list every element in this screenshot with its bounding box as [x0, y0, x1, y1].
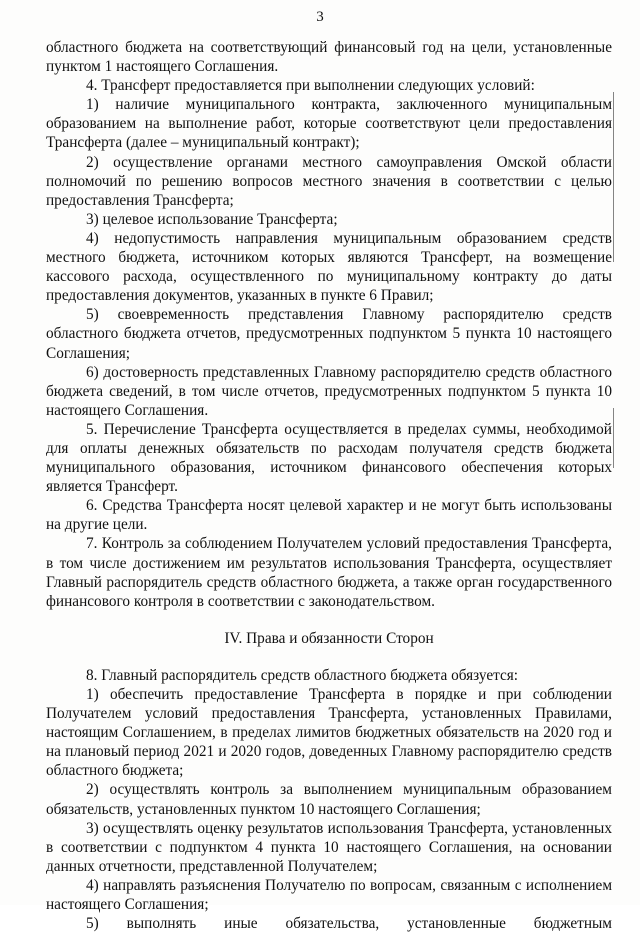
- paragraph: 5) своевременность представления Главному распорядителю средств областного бюджета отчетов, предусмотренных подпунктом 5 пункта 10 настоящего Соглашения;: [46, 306, 612, 362]
- scan-edge-line: [613, 92, 614, 262]
- paragraph: 6. Средства Трансферта носят целевой характер и не могут быть использованы на другие цели.: [46, 497, 612, 534]
- paragraph: 4. Трансферт предоставляется при выполнении следующих условий:: [86, 77, 535, 95]
- paragraph: 3) осуществлять оценку результатов использования Трансферта, установленных в соответствии с подпунктом 4 пункта 10 настоящего Соглашения, на основании данных отчетности, представленной Получателем;: [46, 819, 612, 875]
- document-body: [46, 38, 612, 933]
- paragraph: 1) наличие муниципального контракта, заключенного муниципальным образованием на выполнение работ, которые соответствуют цели предоставления Трансферта (далее – муниципальный контракт);: [46, 96, 612, 152]
- paragraph: 3) целевое использование Трансферта;: [86, 210, 338, 228]
- section-heading: IV. Права и обязанности Сторон: [224, 629, 434, 647]
- page-number: 3: [316, 9, 324, 25]
- paragraph: 2) осуществление органами местного самоуправления Омской области полномочий по решению вопросов местного значения в соответствии с целью предоставления Трансферта;: [46, 153, 612, 209]
- paragraph: 5. Перечисление Трансферта осуществляется в пределах суммы, необходимой для оплаты денежных обязательств по расходам получателя средств бюджета муниципального образования, источником финансового обеспечения которых является Трансферт.: [46, 420, 612, 496]
- paragraph: 4) направлять разъяснения Получателю по вопросам, связанным с исполнением настоящего Соглашения;: [46, 876, 612, 914]
- scan-edge-line: [613, 408, 614, 468]
- paragraph: 1) обеспечить предоставление Трансферта в порядке и при соблюдении Получателем условий предоставления Трансферта, установленных Правилами, настоящим Соглашением, в пределах лимитов бюджетных обязательств на 2020 год и на плановый период 2021 и 2020 годов, доведенных Главному распорядителю средств областного бюджета;: [46, 686, 612, 780]
- paragraph: 5) выполнять иные обязательства, установленные бюджетным: [86, 915, 612, 933]
- paragraph: 4) недопустимость направления муниципальным образованием средств местного бюджета, источником которых являются Трансферт, на возмещение кассового расхода, осуществленного по муниципальному контракту до даты предоставления документов, указанных в пункте 6 Правил;: [46, 229, 612, 305]
- paragraph: областного бюджета на соответствующий финансовый год на цели, установленные пунктом 1 настоящего Соглашения.: [46, 39, 612, 76]
- paragraph: 2) осуществлять контроль за выполнением муниципальным образованием обязательств, установленных пунктом 10 настоящего Соглашения;: [46, 781, 612, 818]
- paragraph: 7. Контроль за соблюдением Получателем условий предоставления Трансферта, в том числе достижением им результатов использования Трансферта, осуществляет Главный распорядитель средств областного бюджета, а также орган государственного финансового контроля в соответствии с законодательством.: [46, 535, 612, 610]
- paragraph: 6) достоверность представленных Главному распорядителю средств областного бюджета сведений, в том числе отчетов, предусмотренных подпунктом 5 пункта 10 настоящего Соглашения.: [46, 363, 612, 419]
- paragraph: 8. Главный распорядитель средств областного бюджета обязуется:: [86, 666, 519, 684]
